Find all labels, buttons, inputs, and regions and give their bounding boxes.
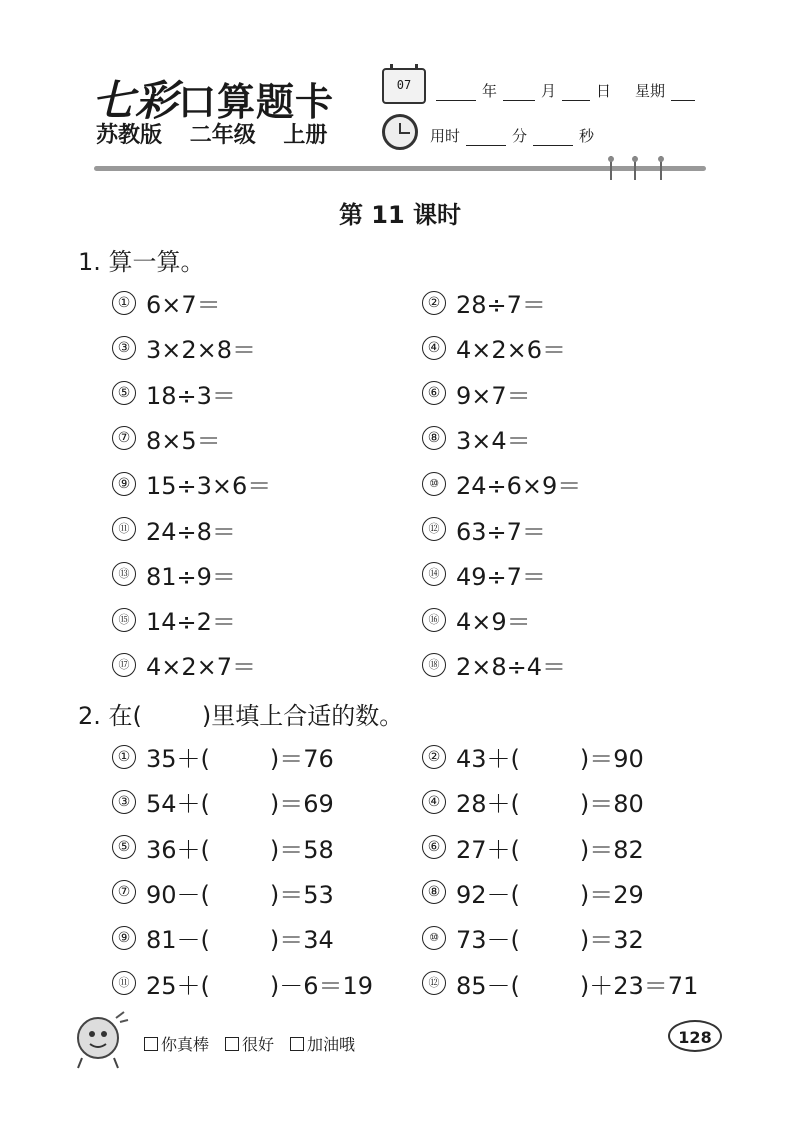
item-expression: 28÷7＝ bbox=[456, 291, 546, 319]
checkbox[interactable] bbox=[144, 1037, 158, 1051]
calc-item bbox=[112, 512, 236, 547]
item-right: )－6＝19 bbox=[269, 971, 374, 1000]
item-expression: 8×5＝ bbox=[146, 426, 221, 455]
item-number: ⑫ bbox=[422, 971, 446, 995]
fill-blank-item bbox=[112, 784, 334, 819]
fill-blank-item bbox=[422, 739, 644, 774]
calc-item bbox=[112, 647, 256, 682]
weekday-label: 星期 bbox=[635, 82, 666, 100]
item-left: 35＋( bbox=[146, 745, 210, 773]
item-number: ① bbox=[112, 745, 136, 769]
date-fill-line bbox=[430, 80, 701, 101]
second-blank[interactable] bbox=[533, 131, 573, 146]
item-left: 92－( bbox=[456, 880, 520, 909]
fill-blank-item bbox=[422, 920, 644, 955]
item-expression: 63÷7＝ bbox=[456, 517, 546, 546]
calc-item bbox=[422, 376, 531, 411]
item-expression: 3×4＝ bbox=[456, 426, 531, 455]
item-expression: 18÷3＝ bbox=[146, 381, 236, 410]
second-label: 秒 bbox=[579, 127, 595, 145]
item-left: 36＋( bbox=[146, 835, 210, 864]
item-expression: 49÷7＝ bbox=[456, 562, 546, 591]
item-number: ⑫ bbox=[422, 517, 446, 541]
calc-item bbox=[422, 602, 531, 637]
weekday-blank[interactable] bbox=[671, 86, 695, 101]
item-number: ⑥ bbox=[422, 381, 446, 405]
item-number: ⑨ bbox=[112, 472, 136, 496]
calc-item bbox=[422, 557, 546, 592]
minute-label: 分 bbox=[512, 127, 528, 145]
item-left: 81－( bbox=[146, 926, 210, 955]
item-number: ⑦ bbox=[112, 880, 136, 904]
item-number: ⑭ bbox=[422, 562, 446, 586]
item-number: ⑩ bbox=[422, 926, 446, 950]
calc-item bbox=[422, 647, 566, 682]
checkbox[interactable] bbox=[225, 1037, 239, 1051]
month-blank[interactable] bbox=[503, 86, 535, 101]
item-number: ⑯ bbox=[422, 608, 446, 632]
item-right: )＝82 bbox=[579, 835, 644, 864]
item-number: ④ bbox=[422, 790, 446, 814]
rating-option[interactable] bbox=[144, 1032, 209, 1055]
calc-item bbox=[422, 512, 546, 547]
item-number: ⑤ bbox=[112, 381, 136, 405]
fill-blank-item bbox=[422, 830, 644, 865]
item-expression: 14÷2＝ bbox=[146, 608, 236, 637]
edition: 苏教版 bbox=[96, 123, 163, 148]
item-expression: 2×8÷4＝ bbox=[456, 653, 567, 682]
lesson-title: 第 11 课时 bbox=[338, 201, 462, 229]
item-left: 27＋( bbox=[456, 835, 520, 864]
calendar-icon bbox=[382, 68, 426, 104]
item-number: ⑦ bbox=[112, 426, 136, 450]
brand-name: 口算题卡 bbox=[178, 80, 335, 124]
item-right: )＝90 bbox=[579, 745, 644, 773]
time-used-label: 用时 bbox=[430, 127, 461, 145]
calc-item bbox=[112, 602, 236, 637]
item-expression: 24÷8＝ bbox=[146, 517, 236, 546]
fill-blank-item bbox=[112, 830, 334, 865]
item-number: ④ bbox=[422, 336, 446, 360]
year-label: 年 bbox=[482, 82, 498, 100]
item-left: 43＋( bbox=[456, 745, 520, 773]
item-left: 54＋( bbox=[146, 790, 210, 819]
item-number: ⑤ bbox=[112, 835, 136, 859]
day-blank[interactable] bbox=[562, 86, 590, 101]
month-label: 月 bbox=[541, 82, 557, 100]
calc-item bbox=[112, 421, 221, 456]
fill-blank-item bbox=[112, 920, 334, 955]
time-fill-line bbox=[430, 125, 594, 146]
item-left: 28＋( bbox=[456, 790, 520, 819]
item-right: )＝29 bbox=[579, 880, 644, 909]
rating-checkboxes bbox=[144, 1032, 371, 1055]
rating-label: 很好 bbox=[242, 1035, 275, 1054]
item-right: )＝76 bbox=[269, 745, 334, 773]
item-number: ⑧ bbox=[422, 426, 446, 450]
fill-blank-item bbox=[422, 966, 698, 1001]
grade: 二年级 bbox=[189, 123, 256, 148]
item-left: 90－( bbox=[146, 880, 210, 909]
item-right: )＝53 bbox=[269, 880, 334, 909]
item-number: ① bbox=[112, 291, 136, 315]
item-number: ⑧ bbox=[422, 880, 446, 904]
item-expression: 15÷3×6＝ bbox=[146, 472, 272, 501]
rating-label: 加油哦 bbox=[307, 1035, 356, 1054]
calc-item bbox=[112, 285, 221, 320]
item-number: ⑬ bbox=[112, 562, 136, 586]
calc-item bbox=[112, 376, 236, 411]
item-expression: 3×2×8＝ bbox=[146, 336, 257, 365]
item-expression: 4×9＝ bbox=[456, 608, 531, 637]
calc-item bbox=[112, 466, 271, 501]
fill-blank-item bbox=[112, 739, 334, 774]
mascot-icon bbox=[70, 1008, 132, 1070]
item-left: 73－( bbox=[456, 926, 520, 955]
rating-option[interactable] bbox=[225, 1032, 274, 1055]
minute-blank[interactable] bbox=[466, 131, 506, 146]
section1-title: 1. 算一算。 bbox=[78, 248, 205, 276]
item-right: )＝34 bbox=[269, 926, 334, 955]
fill-blank-item bbox=[422, 875, 644, 910]
item-right: )＝58 bbox=[269, 835, 334, 864]
calc-item bbox=[422, 285, 546, 320]
item-number: ② bbox=[422, 745, 446, 769]
item-number: ⑮ bbox=[112, 608, 136, 632]
item-number: ⑪ bbox=[112, 517, 136, 541]
brand-logo: 七彩 bbox=[92, 76, 179, 125]
page-number: 128 bbox=[668, 1020, 722, 1052]
binder-pins-icon bbox=[606, 156, 676, 186]
item-number: ② bbox=[422, 291, 446, 315]
item-number: ⑱ bbox=[422, 653, 446, 677]
item-number: ⑥ bbox=[422, 835, 446, 859]
book-info bbox=[96, 118, 347, 149]
rating-option[interactable] bbox=[290, 1032, 355, 1055]
item-expression: 4×2×6＝ bbox=[456, 336, 567, 365]
fill-blank-item bbox=[112, 875, 334, 910]
calc-item bbox=[422, 421, 531, 456]
section2-title bbox=[78, 696, 403, 731]
section2-title-prefix: 2. 在( bbox=[78, 702, 142, 730]
item-expression: 9×7＝ bbox=[456, 381, 531, 410]
item-right: )＋23＝71 bbox=[579, 971, 699, 1000]
calc-item bbox=[422, 466, 581, 501]
clock-icon bbox=[382, 114, 418, 150]
item-left: 25＋( bbox=[146, 971, 210, 1000]
item-number: ③ bbox=[112, 336, 136, 360]
item-number: ③ bbox=[112, 790, 136, 814]
calc-item bbox=[112, 557, 236, 592]
calc-item bbox=[422, 330, 566, 365]
checkbox[interactable] bbox=[290, 1037, 304, 1051]
item-number: ⑩ bbox=[422, 472, 446, 496]
item-right: )＝32 bbox=[579, 926, 644, 955]
fill-blank-item bbox=[112, 966, 373, 1001]
item-expression: 24÷6×9＝ bbox=[456, 472, 582, 501]
item-expression: 4×2×7＝ bbox=[146, 653, 257, 682]
item-right: )＝69 bbox=[269, 790, 334, 819]
section2-title-suffix: )里填上合适的数。 bbox=[201, 702, 404, 730]
day-label: 日 bbox=[596, 82, 612, 100]
item-number: ⑰ bbox=[112, 653, 136, 677]
item-number: ⑪ bbox=[112, 971, 136, 995]
fill-blank-item bbox=[422, 784, 644, 819]
item-right: )＝80 bbox=[579, 790, 644, 819]
year-blank[interactable] bbox=[436, 86, 476, 101]
rating-label: 你真棒 bbox=[161, 1035, 210, 1054]
calc-item bbox=[112, 330, 256, 365]
volume: 上册 bbox=[283, 123, 328, 148]
item-expression: 6×7＝ bbox=[146, 291, 221, 319]
item-number: ⑨ bbox=[112, 926, 136, 950]
item-left: 85－( bbox=[456, 971, 520, 1000]
calendar-day: 07 bbox=[396, 78, 412, 92]
item-expression: 81÷9＝ bbox=[146, 562, 236, 591]
